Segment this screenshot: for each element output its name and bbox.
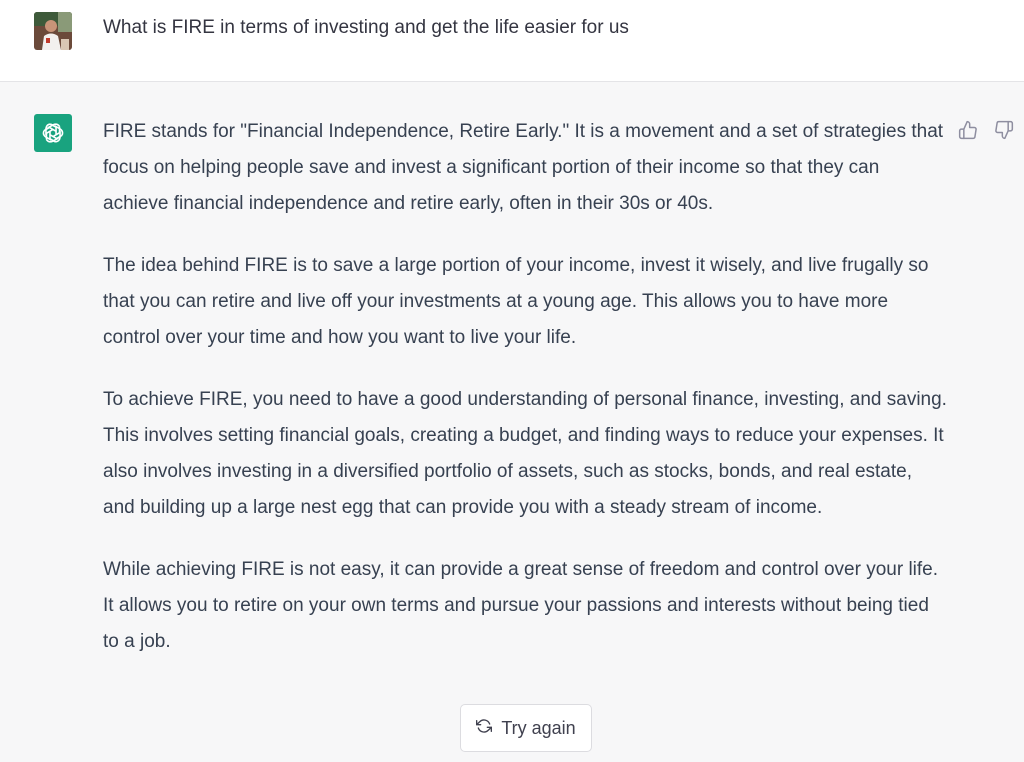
user-message-text: What is FIRE in terms of investing and get the life easier for us (103, 17, 629, 38)
thumbs-up-icon[interactable] (956, 118, 980, 142)
answer-paragraph: FIRE stands for "Financial Independence, Retire Early." It is a movement and a set of strategies that focus on helping people save and invest a significant portion of their income so that they can achieve financial independence and retire early, often in their 30s or 40s. (103, 121, 944, 214)
assistant-message-text (103, 114, 948, 686)
try-again-label: Try again (501, 717, 576, 738)
refresh-icon (476, 718, 492, 739)
user-message-row (0, 0, 1024, 82)
try-again-button[interactable] (460, 704, 592, 752)
answer-paragraph: The idea behind FIRE is to save a large portion of your income, invest it wisely, and live frugally so that you can retire and live off your investments at a young age. This allows you to have more control over your time and how you want to live your life. (103, 255, 929, 348)
answer-paragraph: To achieve FIRE, you need to have a good understanding of personal finance, investing, and saving. This involves setting financial goals, creating a budget, and finding ways to reduce your expenses. It also involves investing in a diversified portfolio of assets, such as stocks, bonds, and real estate, and building up a large nest egg that can provide you with a steady stream of income. (103, 389, 947, 518)
user-avatar (34, 12, 72, 50)
chatgpt-logo-icon (34, 114, 72, 152)
assistant-message-row (0, 82, 1024, 762)
thumbs-down-icon[interactable] (992, 118, 1016, 142)
answer-paragraph: While achieving FIRE is not easy, it can provide a great sense of freedom and control over your life. It allows you to retire on your own terms and pursue your passions and interests without being tied to a job. (103, 559, 939, 652)
